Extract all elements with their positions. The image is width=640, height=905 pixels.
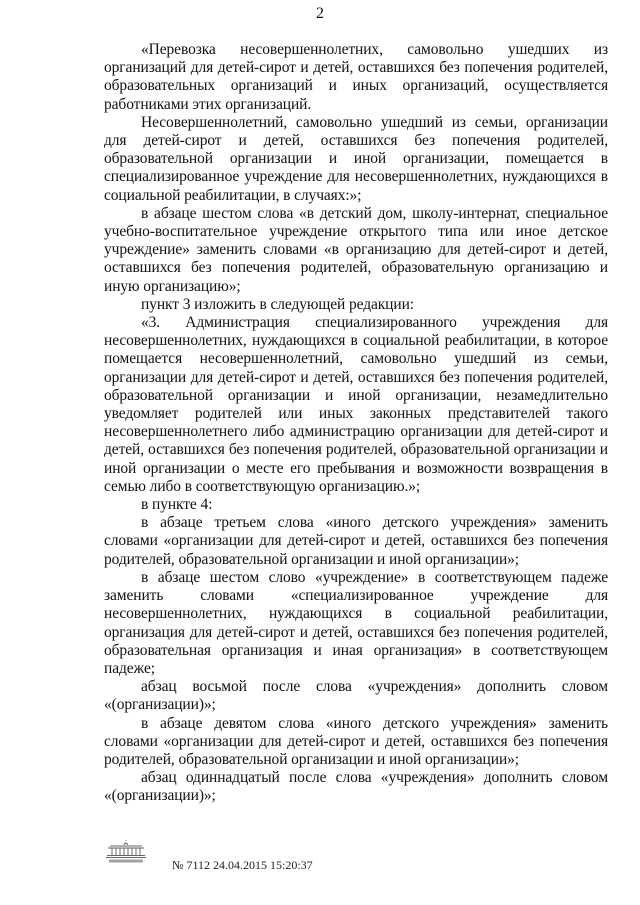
paragraph: в абзаце шестом слова «в детский дом, школу-интернат, специальное учебно-воспитательное учреждение открытого типа или иное детское учреждение» заменить словами «в организацию для детей-сирот и детей, оставшихся без попечения родителей, образовательную организацию и иную организацию»; (104, 204, 608, 295)
paragraph: абзац восьмой после слова «учреждения» дополнить словом «(организации)»; (104, 678, 608, 714)
paragraph: в абзаце шестом слово «учреждение» в соответствующем падеже заменить словами «специализированное учреждение для несовершеннолетних, нуждающихся в социальной реабилитации, организация для детей-сирот и детей, оставшихся без попечения родителей, образовательная организация и иная организация» в соответствующем падеже; (104, 568, 608, 677)
document-body (104, 41, 608, 806)
paragraph: в абзаце третьем слова «иного детского учреждения» заменить словами «организации для детей-сирот и детей, оставшихся без попечения родителей, образовательной организации и иной организации»; (104, 514, 608, 568)
paragraph: пункт 3 изложить в следующей редакции: (141, 295, 414, 313)
government-building-stamp-icon (104, 840, 148, 864)
paragraph: в пункте 4: (141, 496, 213, 514)
paragraph: абзац одиннадцатый после слова «учреждения» дополнить словом «(организации)»; (104, 769, 608, 805)
paragraph: в абзаце девятом слова «иного детского учреждения» заменить словами «организации для детей-сирот и детей, оставшихся без попечения родителей, образовательной организации и иной организации»; (104, 714, 608, 768)
paragraph: Несовершеннолетний, самовольно ушедший из семьи, организации для детей-сирот и детей, оставшихся без попечения родителей, образовательной организации и иной организации, помещается в специализированное учреждение для несовершеннолетних, нуждающихся в социальной реабилитации, в случаях:»; (104, 113, 608, 204)
page-number: 2 (316, 5, 324, 22)
paragraph: «3. Администрация специализированного учреждения для несовершеннолетних, нуждающихся в социальной реабилитации, в которое помещается несовершеннолетний, самовольно ушедший из семьи, организации для детей-сирот и детей, оставшихся без попечения родителей, образовательной организации и иной организации, незамедлительно уведомляет родителей или иных законных представителей такого несовершеннолетнего либо администрацию организации для детей-сирот и детей, оставшихся без попечения родителей, образовательной организации и иной организации о месте его пребывания и возможности возвращения в семью либо в соответствующую организацию.»; (104, 314, 608, 495)
paragraph: «Перевозка несовершеннолетних, самовольно ушедших из организаций для детей-сирот и детей, оставшихся без попечения родителей, образовательных организаций и иных организаций, осуществляется работниками этих организаций. (104, 41, 608, 113)
document-registration-code: № 7112 24.04.2015 15:20:37 (172, 858, 313, 872)
